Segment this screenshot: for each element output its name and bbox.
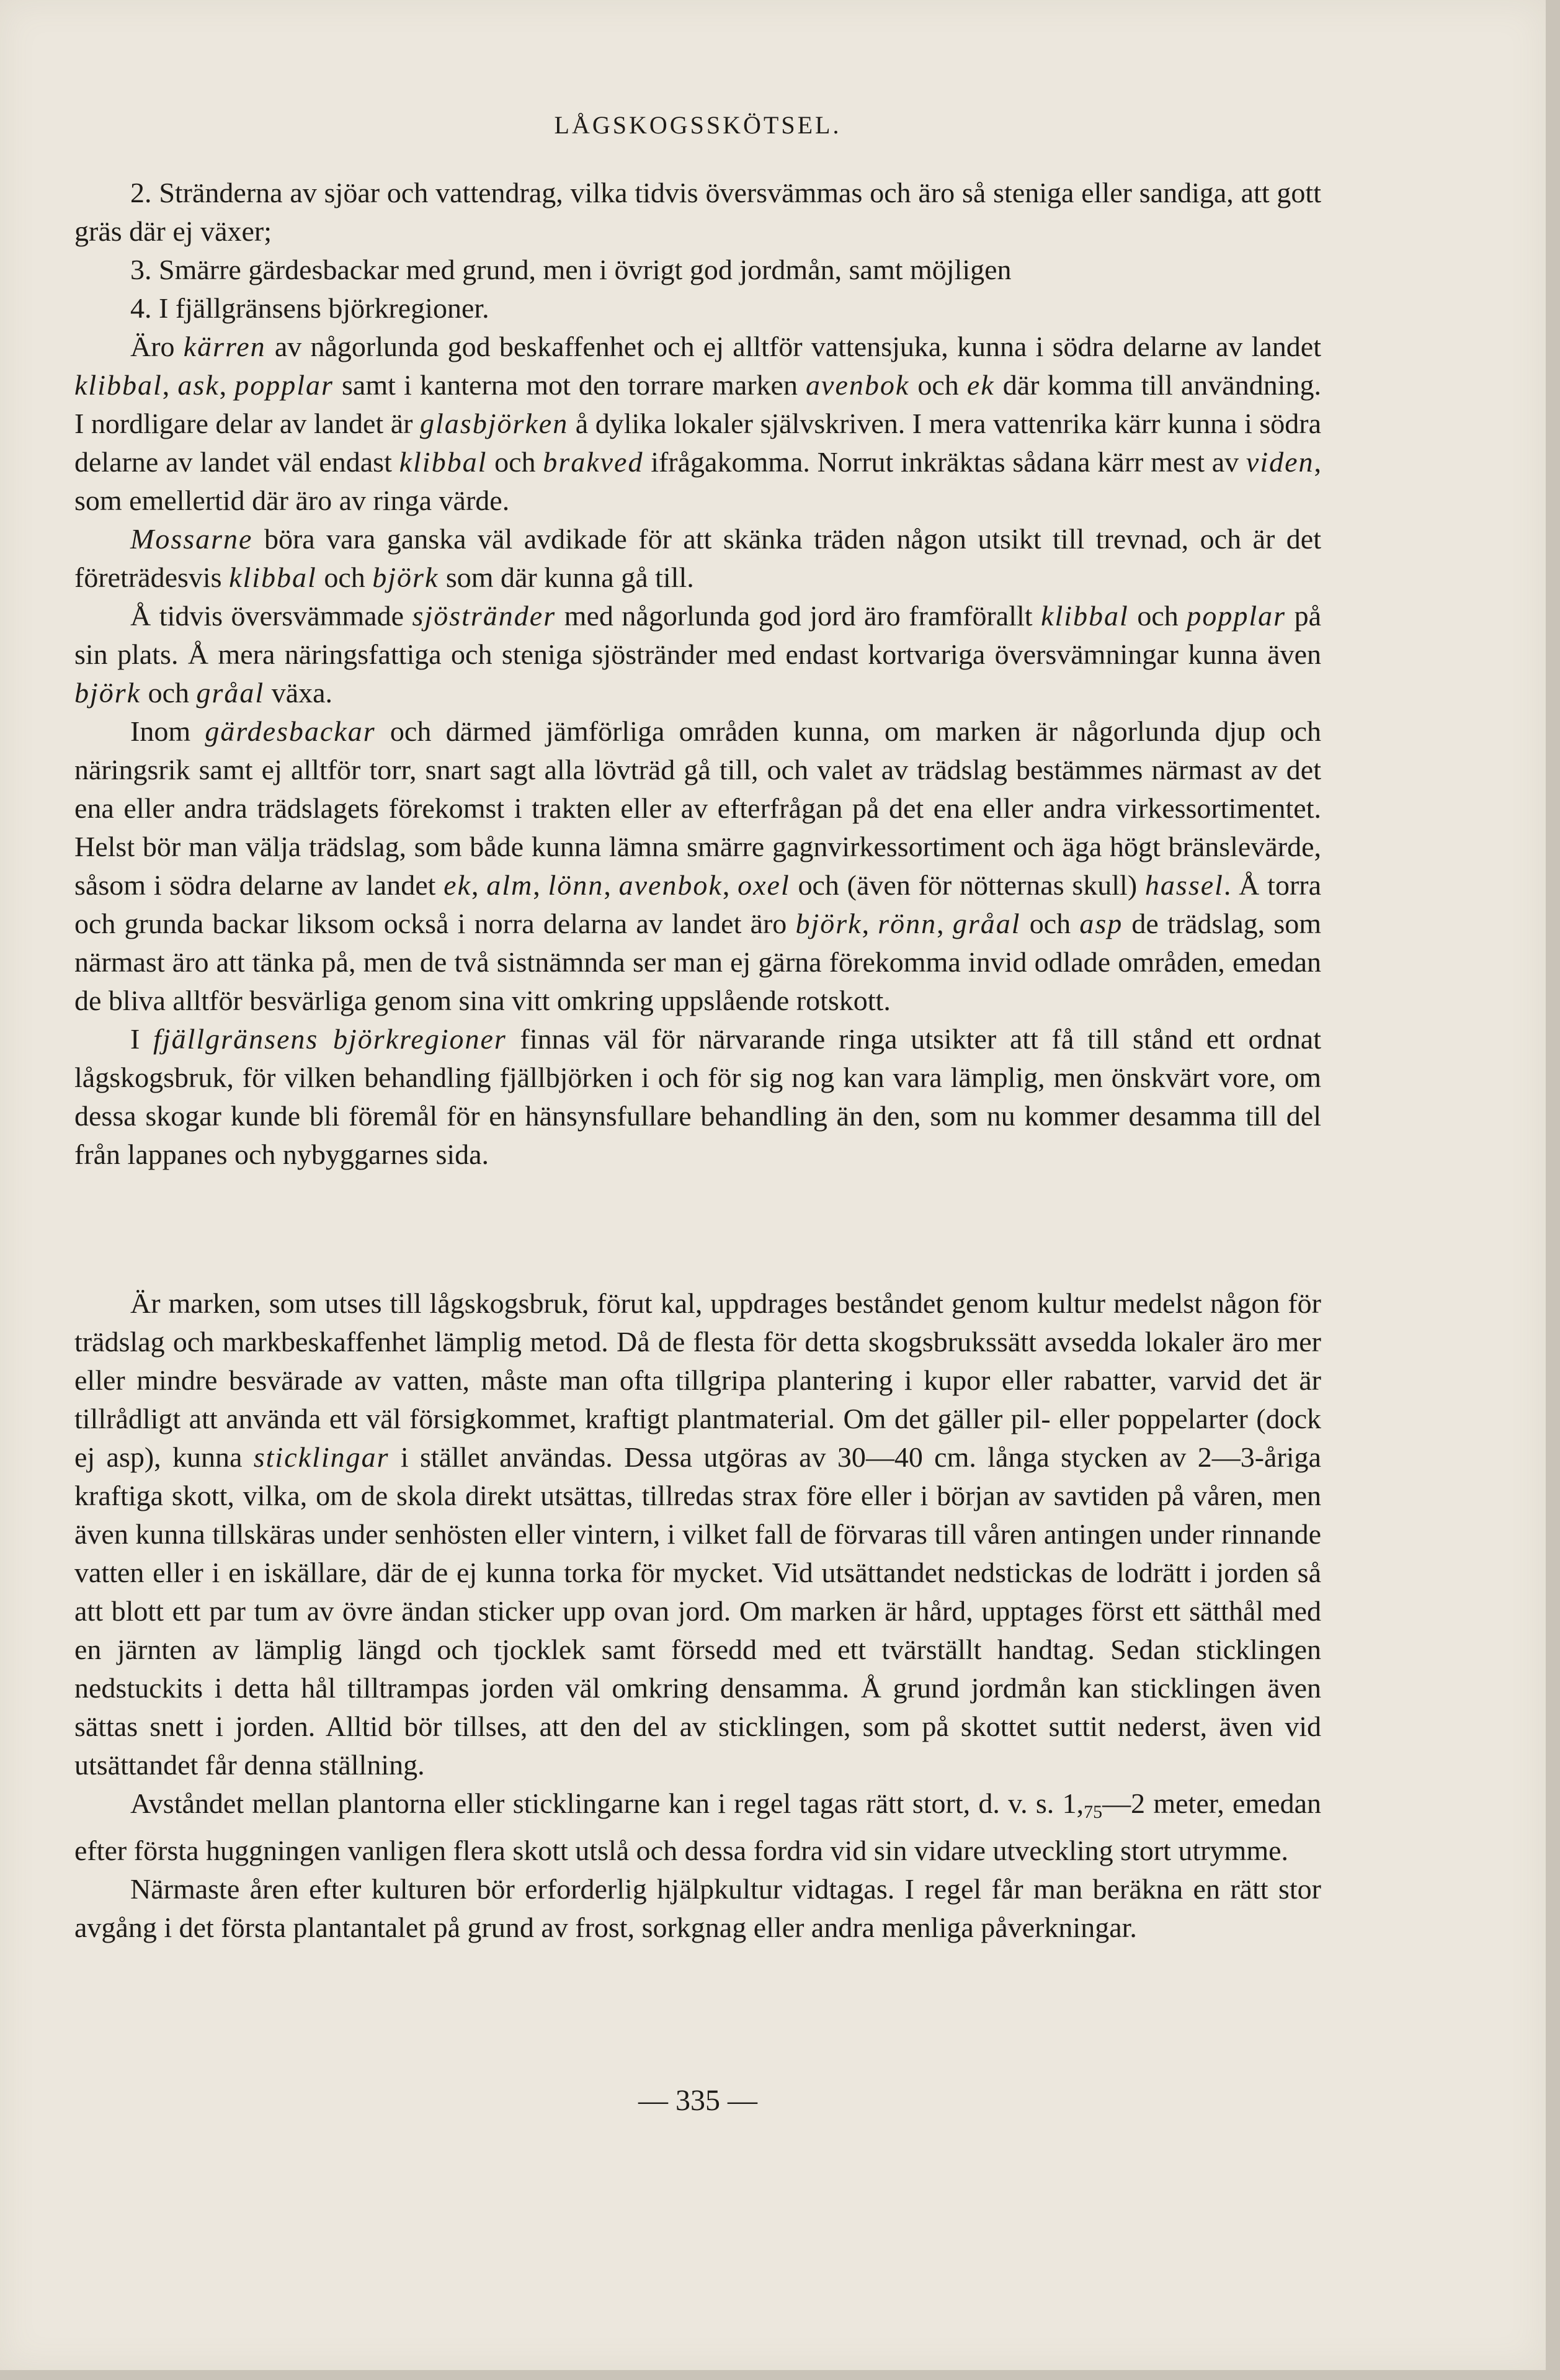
paragraph-kultur: Är marken, som utses till lågskogsbruk, förut kal, uppdrages beståndet genom kultur medelst någon för trädslag och markbeskaffenhet lämplig metod. Då de flesta för detta skogsbrukssätt avsedda lokaler äro mer eller mindre besvärade av vatten, måste man ofta tillgripa plantering i kupor eller rabatter, varvid det är tillrådligt att använda ett väl försigkommet, kraftigt plantmaterial. Om det gäller pil- eller poppelarter (dock ej asp), kunna sticklingar i stället användas. Dessa utgöras av 30—40 cm. långa stycken av 2—3-åriga kraftiga skott, vilka, om de skola direkt utsättas, tillredas strax före eller i början av savtiden på våren, men även kunna tillskäras under senhösten eller vintern, i vilket fall de förvaras till våren antingen under rinnande vatten eller i en iskällare, där de ej kunna torka för mycket. Vid utsättandet nedstickas de lodrätt i jorden så att blott ett par tum av övre ändan sticker upp ovan jord. Om marken är hård, upptages först ett sätthål med en järnten av lämplig längd och tjocklek samt försedd med ett tvärställt handtag. Sedan sticklingen nedstuckits i detta hål tilltrampas jorden väl omkring densamma. Å grund jordmån kan sticklingen även sättas snett i jorden. Alltid bör tillses, att den del av sticklingen, som på skottet suttit nederst, även vid utsättandet får denna ställning. [74,1287,1321,1781]
section-lower [74,1284,1321,1947]
paragraph-mossarne: Mossarne böra vara ganska väl avdikade för att skänka träden någon utsikt till trevnad, och är det företrädesvis klibbal och björk som där kunna gå till. [74,523,1321,593]
paragraph-gardesbackar: Inom gärdesbackar och därmed jämförliga områden kunna, om marken är någorlunda djup och näringsrik samt ej alltför torr, snart sagt alla lövträd gå till, och valet av trädslag bestämmes närmast av det ena eller andra trädslagets förekomst i trakten eller av efterfrågan på det ena eller andra virkessortimentet. Helst bör man välja trädslag, som både kunna lämna smärre gagnvirkessortiment och äga högt bränslevärde, såsom i södra delarne av landet ek, alm, lönn, avenbok, oxel och (även för nötternas skull) hassel. Å torra och grunda backar liksom också i norra delarna av landet äro björk, rönn, gråal och asp de trädslag, som närmast äro att tänka på, men de två sistnämnda ser man ej gärna förekomma invid odlade områden, emedan de bliva alltför besvärliga genom sina vitt omkring uppslående rotskott. [74,715,1322,1016]
list-item-4: 4. I fjällgränsens björkregioner. [130,292,489,324]
paragraph-fjallgransens: I fjällgränsens björkregioner finnas väl för närvarande ringa utsikter att få till stånd ett ordnat lågskogsbruk, för vilken behandling fjällbjörken i och för sig nog kan vara lämplig, men önskvärt vore, om dessa skogar kunde bli föremål för en hänsynsfullare behandling än den, som nu kommer desamma till del från lappanes och nybyggarnes sida. [74,1023,1321,1170]
paragraph-hjalpkultur: Närmaste åren efter kulturen bör erforderlig hjälpkultur vidtagas. I regel får man beräkna en rätt stor avgång i det första plantantalet på grund av frost, sorkgnag eller andra menliga påverkningar. [74,1873,1321,1943]
paragraph-karren: Äro kärren av någorlunda god beskaffenhet och ej alltför vattensjuka, kunna i södra delarne av landet klibbal, ask, popplar samt i kanterna mot den torrare marken avenbok och ek där komma till användning. I nordligare delar av landet är glasbjörken å dylika lokaler självskriven. I mera vattenrika kärr kunna i södra delarne av landet väl endast klibbal och brakved ifrågakomma. Norrut inkräktas sådana kärr mest av viden, som emellertid där äro av ringa värde. [74,331,1322,516]
section-upper [74,174,1321,1174]
paragraph-avstandet: Avståndet mellan plantorna eller sticklingarne kan i regel tagas rätt stort, d. v. s. $1,_{75}—2$ meter, emedan efter första huggningen vanligen flera skott utslå och dessa fordra vid sin vidare utveckling stort utrymme. [74,1787,1321,1866]
running-head: LÅGSKOGSSKÖTSEL. [554,111,842,139]
list-item-2: 2. Stränderna av sjöar och vattendrag, vilka tidvis översvämmas och äro så steniga eller sandiga, att gott gräs där ej växer; [74,177,1321,247]
paragraph-sjostrander: Å tidvis översvämmade sjöstränder med någorlunda god jord äro framförallt klibbal och popplar på sin plats. Å mera näringsfattiga och steniga sjöstränder med endast kortvariga översvämningar kunna även björk och gråal växa. [74,600,1321,709]
page-number: — 335 — [638,2084,757,2117]
list-item-3: 3. Smärre gärdesbackar med grund, men i övrigt god jordmån, samt möjligen [130,254,1012,285]
